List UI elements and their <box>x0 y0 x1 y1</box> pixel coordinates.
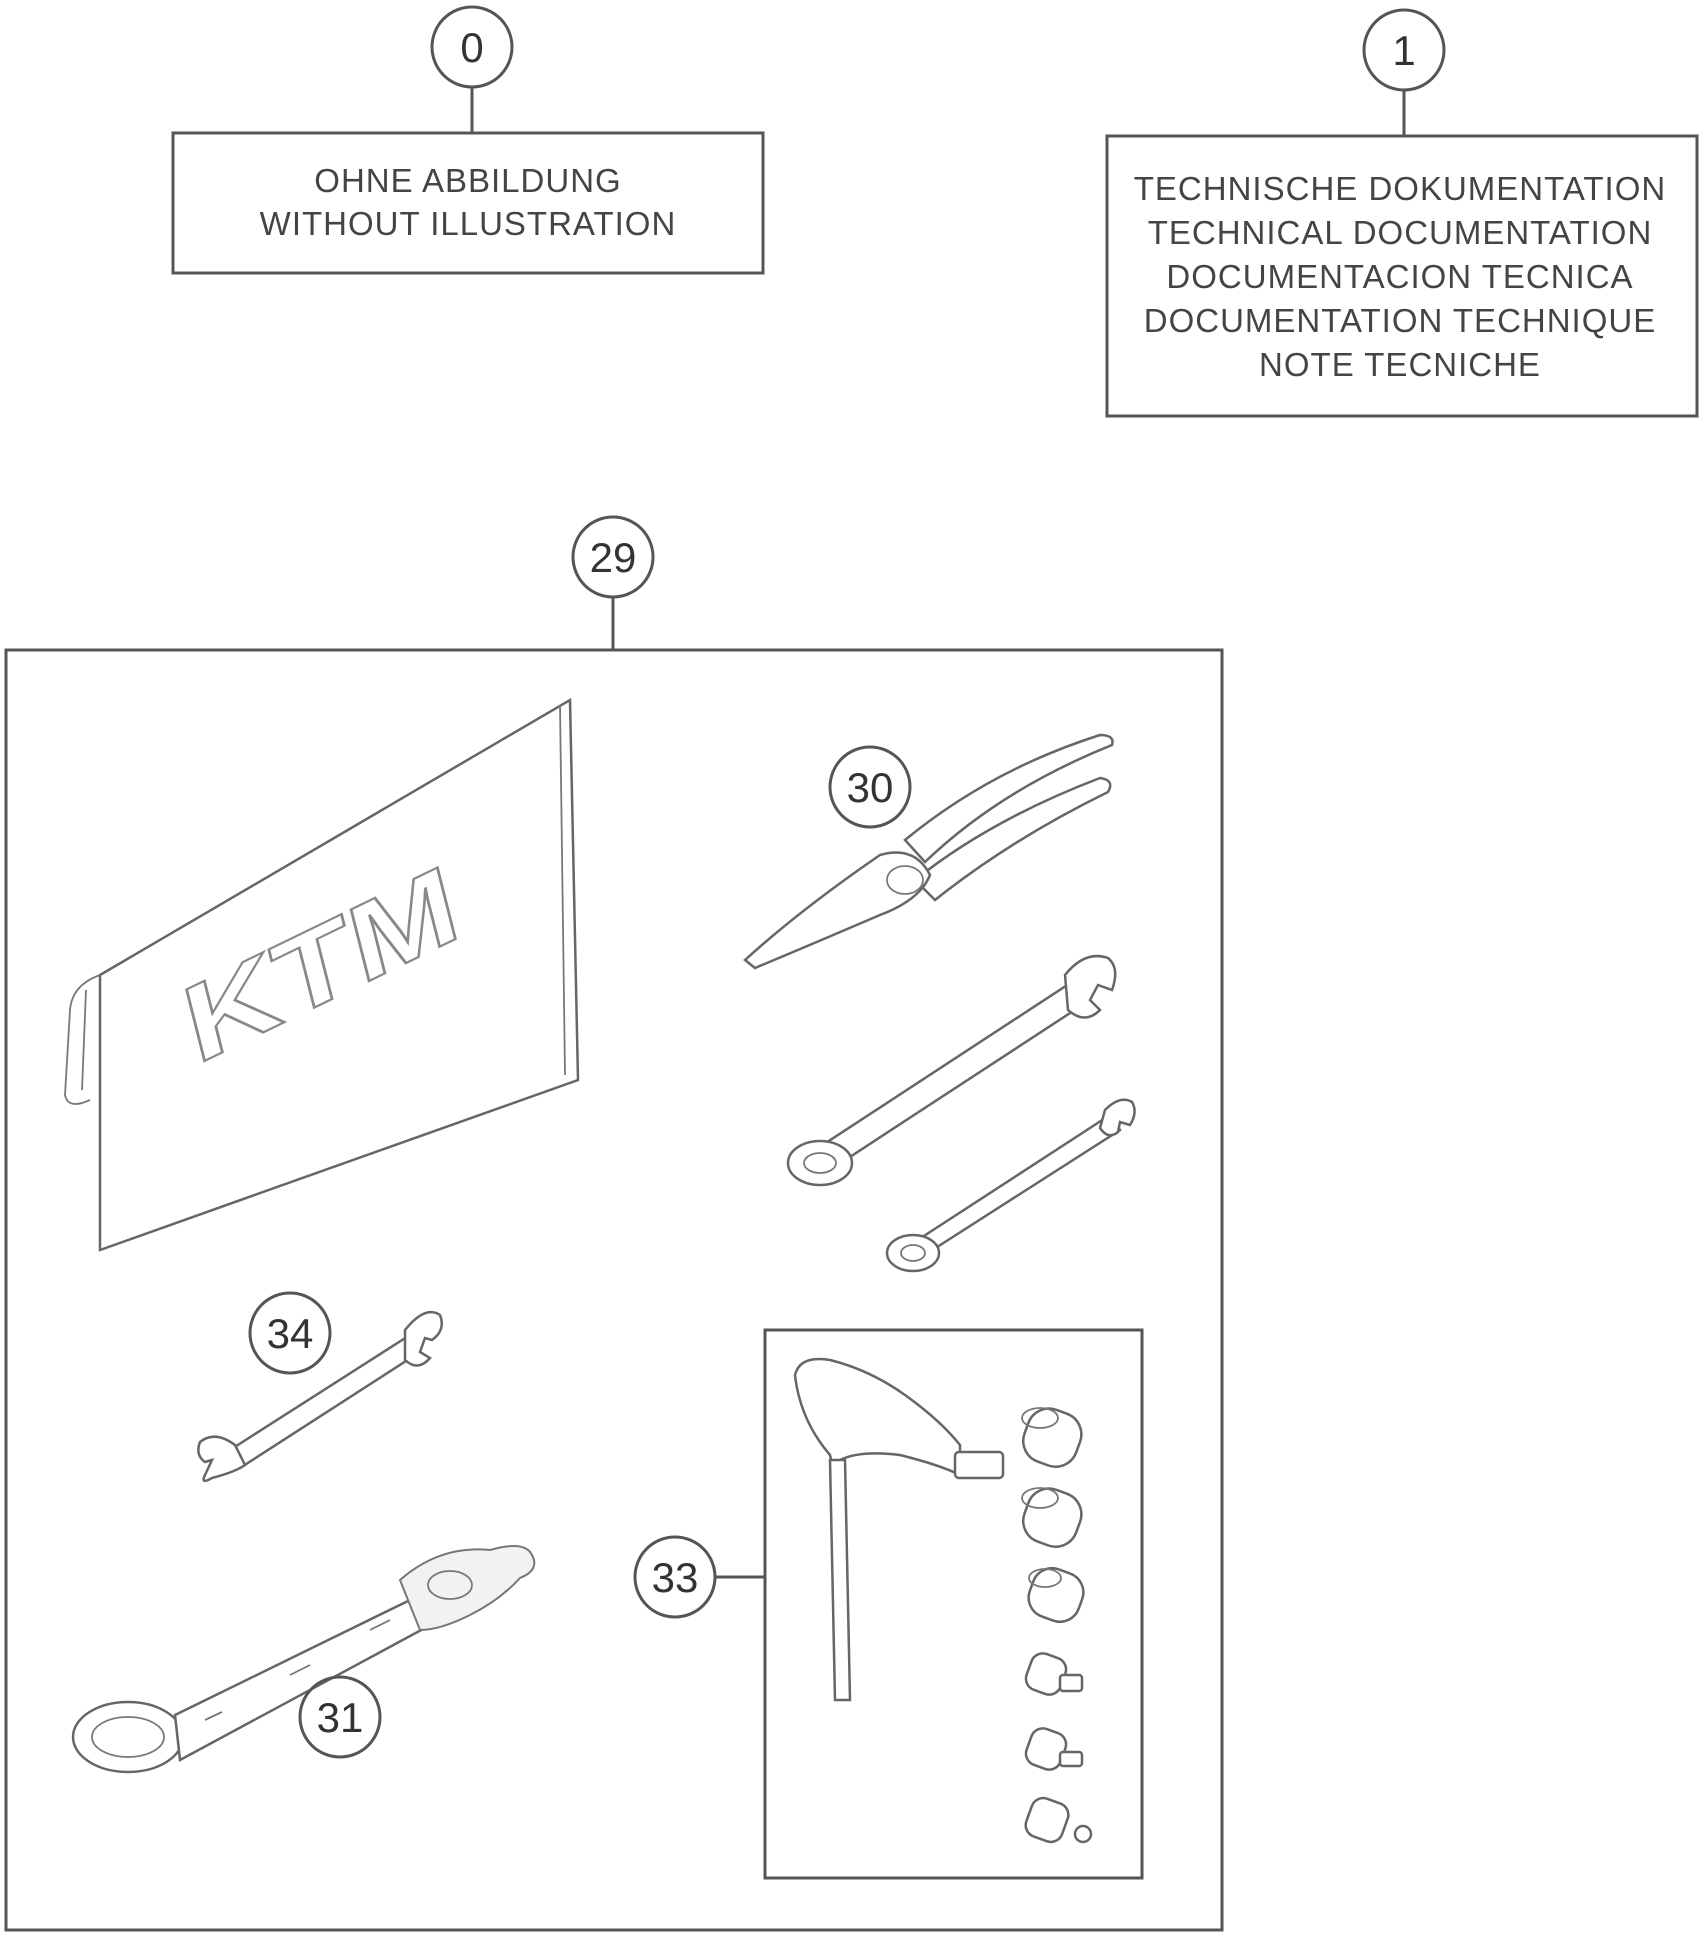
open-end-wrench-head-top <box>405 1312 442 1365</box>
tool-bag[interactable] <box>65 700 578 1250</box>
wrench-large-ring-end <box>788 1141 852 1185</box>
open-end-wrench-head-bottom <box>198 1437 245 1481</box>
callout-0-group <box>173 7 763 273</box>
tech-doc-line-3: DOCUMENTACION TECNICA <box>1166 258 1634 295</box>
callout-1-label: 1 <box>1392 27 1416 74</box>
pliers-jaw <box>745 853 930 969</box>
wrench-large-shank <box>815 980 1090 1170</box>
wrench-large-open-end <box>1065 956 1115 1017</box>
wrench-small-shank <box>910 1115 1120 1258</box>
tech-doc-line-4: DOCUMENTATION TECHNIQUE <box>1143 302 1657 339</box>
hex-bit-1[interactable] <box>1023 1650 1082 1698</box>
without-illustration-line-1: OHNE ABBILDUNG <box>314 162 622 199</box>
t-handle-driver[interactable] <box>795 1359 1003 1700</box>
open-end-wrench[interactable] <box>198 1312 441 1481</box>
callout-31-label: 31 <box>316 1694 364 1741</box>
big-ring-spanner[interactable] <box>73 1546 534 1772</box>
callout-30-label: 30 <box>846 764 894 811</box>
without-illustration-line-2: WITHOUT ILLUSTRATION <box>259 205 677 242</box>
spanner-ring-outer <box>73 1702 183 1772</box>
tech-doc-line-2: TECHNICAL DOCUMENTATION <box>1147 214 1653 251</box>
without-illustration-box <box>173 133 763 273</box>
callout-34-label: 34 <box>266 1310 314 1357</box>
spanner-head <box>400 1546 534 1630</box>
callout-33-label: 33 <box>651 1554 699 1601</box>
t-handle-grip <box>795 1359 960 1475</box>
combination-pliers[interactable] <box>745 735 1113 968</box>
tool-bag-flap-inner <box>82 990 86 1090</box>
torx-bit[interactable] <box>1022 1795 1091 1846</box>
t-handle-hex-tip <box>955 1452 1003 1478</box>
hex-bit-2[interactable] <box>1023 1725 1082 1773</box>
socket-bit-1[interactable] <box>1017 1402 1087 1472</box>
socket-bit-3[interactable] <box>1023 1563 1089 1628</box>
callout-30-group <box>830 747 910 827</box>
callout-34-group <box>250 1293 330 1373</box>
ktm-logo-text: KTM <box>172 842 470 1088</box>
callout-1-group <box>1107 10 1697 416</box>
wrench-small-ring-end <box>887 1235 939 1271</box>
wrench-small-open-end <box>1100 1100 1135 1135</box>
socket-bits <box>1017 1402 1091 1845</box>
spanner-shank <box>175 1600 425 1760</box>
callout-29-label: 29 <box>589 534 637 581</box>
tech-doc-line-1: TECHNISCHE DOKUMENTATION <box>1133 170 1667 207</box>
combination-wrench-small[interactable] <box>887 1100 1135 1271</box>
callout-0-label: 0 <box>460 24 484 71</box>
socket-bit-2[interactable] <box>1017 1482 1087 1552</box>
tech-doc-line-5: NOTE TECNICHE <box>1259 346 1541 383</box>
t-handle-shaft <box>830 1460 850 1700</box>
callout-31-group <box>300 1677 380 1757</box>
